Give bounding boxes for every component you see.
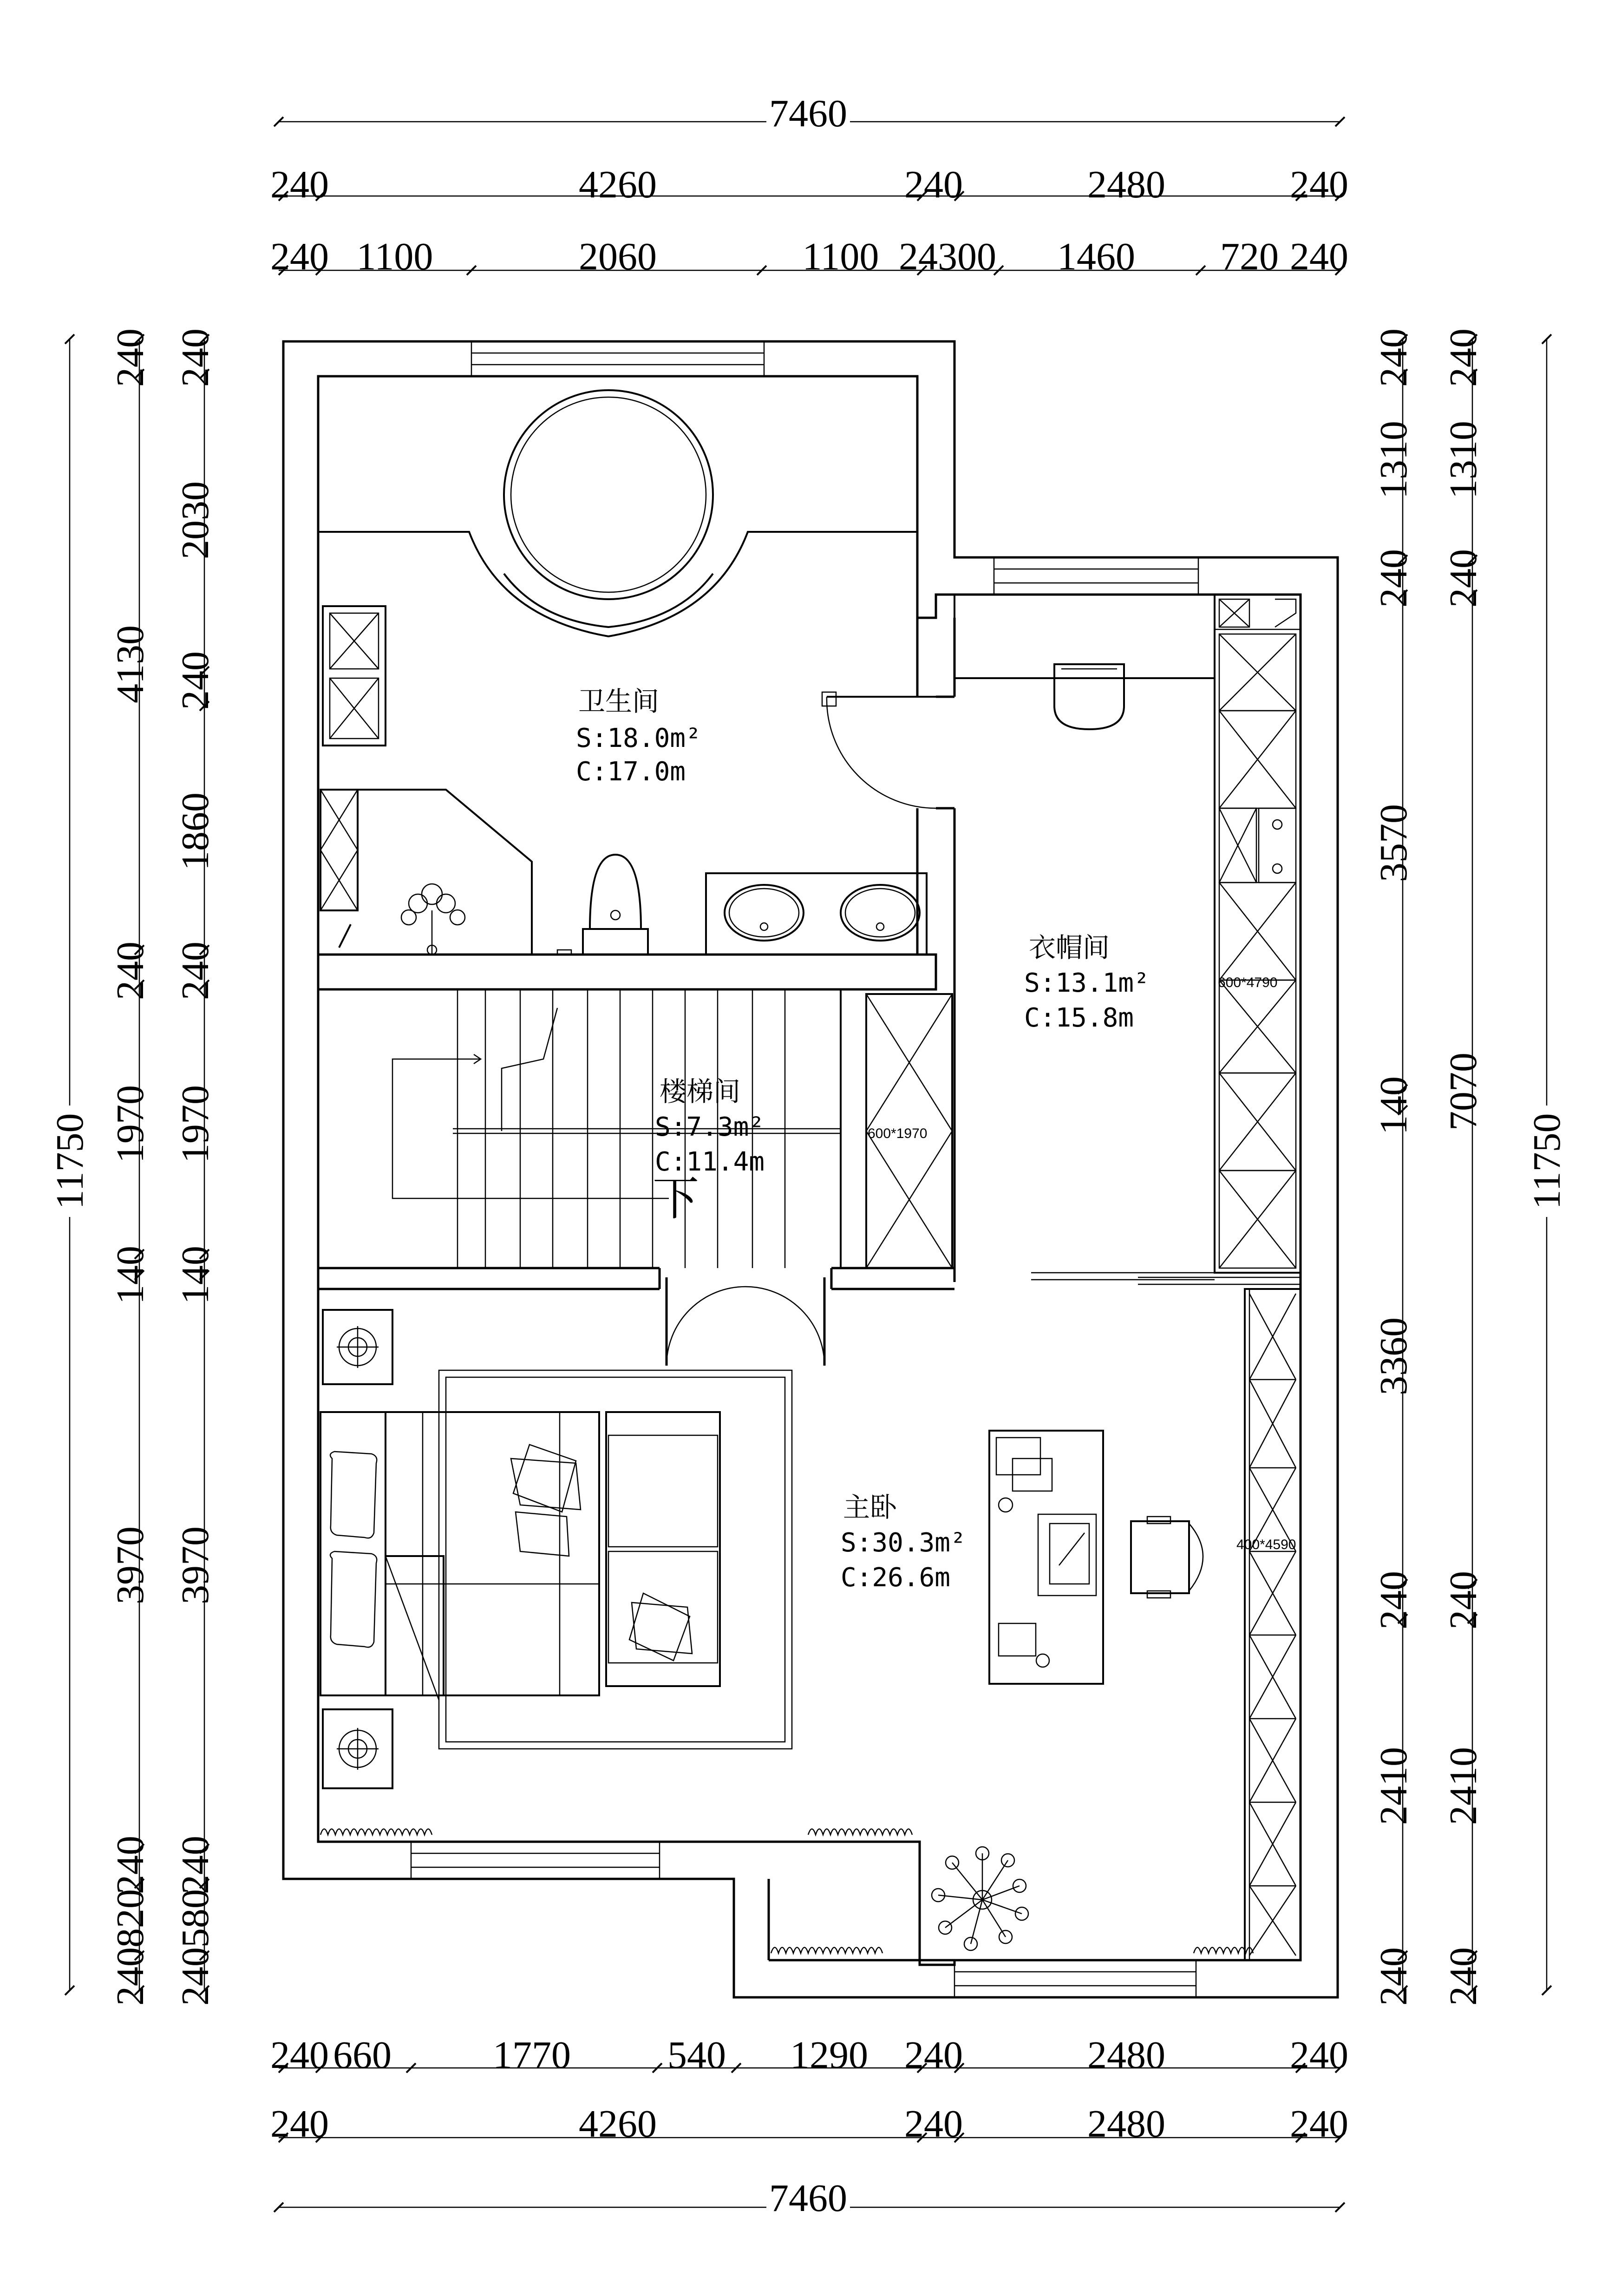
bottom-total-dim: 7460 (769, 2177, 847, 2220)
left-col1-dim: 240 (109, 328, 152, 387)
bottom-row2-dim: 4260 (579, 2102, 657, 2146)
left-col2-dim: 240 (174, 942, 217, 1000)
master-bedroom-name: 主卧 (843, 1491, 897, 1523)
right-col1-dim: 3570 (1372, 804, 1415, 882)
right-col1-dim: 3360 (1372, 1317, 1415, 1395)
top-row2-dim: 1100 (356, 235, 433, 278)
right-col2-dim: 1310 (1442, 421, 1485, 499)
left-col1-dim: 820 (109, 1889, 152, 1948)
plant-icon (932, 1847, 1028, 1950)
cloak-cabinet-tag: 600*4790 (1218, 975, 1278, 990)
top-row1-dim: 4260 (579, 163, 657, 206)
top-row1-dim: 240 (1290, 163, 1348, 206)
bottom-dimensions (270, 2034, 1348, 2225)
bottom-row1-dim: 1770 (493, 2034, 571, 2077)
bottom-row1-dim: 660 (333, 2034, 392, 2077)
left-col1-dim: 240 (109, 942, 152, 1000)
bottom-row1-dim: 540 (667, 2034, 726, 2077)
bed-icon (320, 1412, 599, 1700)
left-col1-dim: 240 (109, 1947, 152, 2006)
top-dimensions (270, 92, 1348, 278)
left-col2-dim: 2030 (174, 481, 217, 559)
radiator-icon (808, 1829, 912, 1835)
cloak-cabinet-cells (1219, 883, 1296, 1268)
bottom-row2-dim: 240 (270, 2102, 329, 2146)
bottom-row1-dim: 240 (1290, 2034, 1348, 2077)
bottom-row1-dim: 1290 (790, 2034, 868, 2077)
room-labels (576, 686, 1150, 1593)
right-col2-dim: 240 (1442, 328, 1485, 387)
top-row2-dim: 24300 (899, 235, 996, 278)
sink-icon (725, 885, 804, 941)
left-col1-dim: 140 (109, 1246, 152, 1304)
left-col2-dim: 240 (174, 1836, 217, 1894)
toilet-icon (583, 855, 648, 955)
bottom-row1-dim: 240 (270, 2034, 329, 2077)
round-bathtub-icon (504, 390, 713, 599)
bottom-row2-dim: 2480 (1087, 2102, 1165, 2146)
left-col2-dim: 240 (174, 1947, 217, 2006)
right-col1-dim: 2410 (1372, 1747, 1415, 1825)
stair-down-label: 下 (653, 1171, 699, 1226)
left-col1-dim: 240 (109, 1836, 152, 1894)
stairwell-name: 楼梯间 (660, 1076, 741, 1107)
desk-icon (989, 1431, 1103, 1684)
right-col1-dim: 240 (1372, 1947, 1415, 2006)
top-row2-dim: 2060 (579, 235, 657, 278)
right-col1-dim: 1310 (1372, 421, 1415, 499)
bathroom-fixtures (318, 390, 936, 955)
right-col2-dim: 240 (1442, 1947, 1485, 2006)
top-row2-dim: 240 (1290, 235, 1348, 278)
left-col1-dim: 4130 (109, 625, 152, 703)
left-col1-dim: 1970 (109, 1085, 152, 1163)
top-row2-dim: 240 (270, 235, 329, 278)
right-col2-dim: 2410 (1442, 1747, 1485, 1825)
bedroom-door-icon (667, 1287, 824, 1366)
radiator-icon (771, 1948, 882, 1954)
office-chair-icon (1131, 1517, 1203, 1598)
left-col2-dim: 240 (174, 328, 217, 387)
stair-cabinet-tag: 600*1970 (868, 1126, 928, 1141)
left-col2-dim: 140 (174, 1246, 217, 1304)
cloakroom-area: S:13.1m² (1024, 968, 1150, 998)
master-bedroom-area: S:30.3m² (841, 1528, 966, 1558)
right-col1-dim: 240 (1372, 1571, 1415, 1629)
bathroom-door-icon (822, 692, 936, 808)
left-col2-dim: 1860 (174, 792, 217, 870)
left-col1-dim: 3970 (109, 1526, 152, 1604)
bottom-row2-dim: 240 (904, 2102, 963, 2146)
left-col2-dim: 240 (174, 651, 217, 710)
nightstand-lamp-icon (323, 1709, 392, 1788)
left-col2-dim: 580 (174, 1889, 217, 1948)
sink-icon (841, 885, 920, 941)
top-row1-dim: 2480 (1087, 163, 1165, 206)
nightstand-lamp-icon (323, 1310, 392, 1384)
left-col2-dim: 1970 (174, 1085, 217, 1163)
shower-icon (401, 884, 465, 955)
top-row2-dim: 1460 (1057, 235, 1135, 278)
bottom-row1-dim: 2480 (1087, 2034, 1165, 2077)
right-total-dim: 11750 (1525, 1113, 1569, 1210)
bedroom-cabinet-tag: 400*4590 (1236, 1537, 1296, 1552)
bedroom-cabinet-cells (1249, 1289, 1296, 1960)
radiator-icon (320, 1829, 432, 1835)
bottom-row1-dim: 240 (904, 2034, 963, 2077)
master-bedroom-ceiling: C:26.6m (841, 1563, 951, 1593)
left-dimensions (42, 328, 217, 2006)
right-col2-dim: 7070 (1442, 1053, 1485, 1131)
stairwell-ceiling: C:11.4m (655, 1147, 765, 1177)
bedroom-fixtures (320, 1287, 1301, 1960)
bathroom-ceiling: C:17.0m (576, 757, 686, 787)
stairwell-area: S:7.3m² (655, 1112, 765, 1142)
right-dimensions (1372, 328, 1569, 2006)
left-total-dim: 11750 (48, 1113, 92, 1210)
sofa-icon (606, 1412, 720, 1686)
top-row2-dim: 1100 (802, 235, 879, 278)
bathroom-area: S:18.0m² (576, 723, 701, 753)
cloakroom-ceiling: C:15.8m (1024, 1003, 1134, 1033)
right-col1-dim: 240 (1372, 328, 1415, 387)
cloakroom-name: 衣帽间 (1029, 932, 1110, 963)
rug (439, 1370, 792, 1749)
top-total-dim: 7460 (769, 92, 847, 135)
bottom-row2-dim: 240 (1290, 2102, 1348, 2146)
right-col1-dim: 140 (1372, 1076, 1415, 1135)
stool-icon (1054, 664, 1124, 729)
cloakroom-fixtures (954, 595, 1301, 1273)
cloak-cabinet-cells (1219, 634, 1296, 808)
top-row2-dim: 720 (1220, 235, 1279, 278)
right-col2-dim: 240 (1442, 1571, 1485, 1629)
bathroom-name: 卫生间 (578, 686, 660, 717)
right-col1-dim: 240 (1372, 549, 1415, 608)
top-row1-dim: 240 (270, 163, 329, 206)
left-col2-dim: 3970 (174, 1526, 217, 1604)
right-col2-dim: 240 (1442, 549, 1485, 608)
top-row1-dim: 240 (904, 163, 963, 206)
